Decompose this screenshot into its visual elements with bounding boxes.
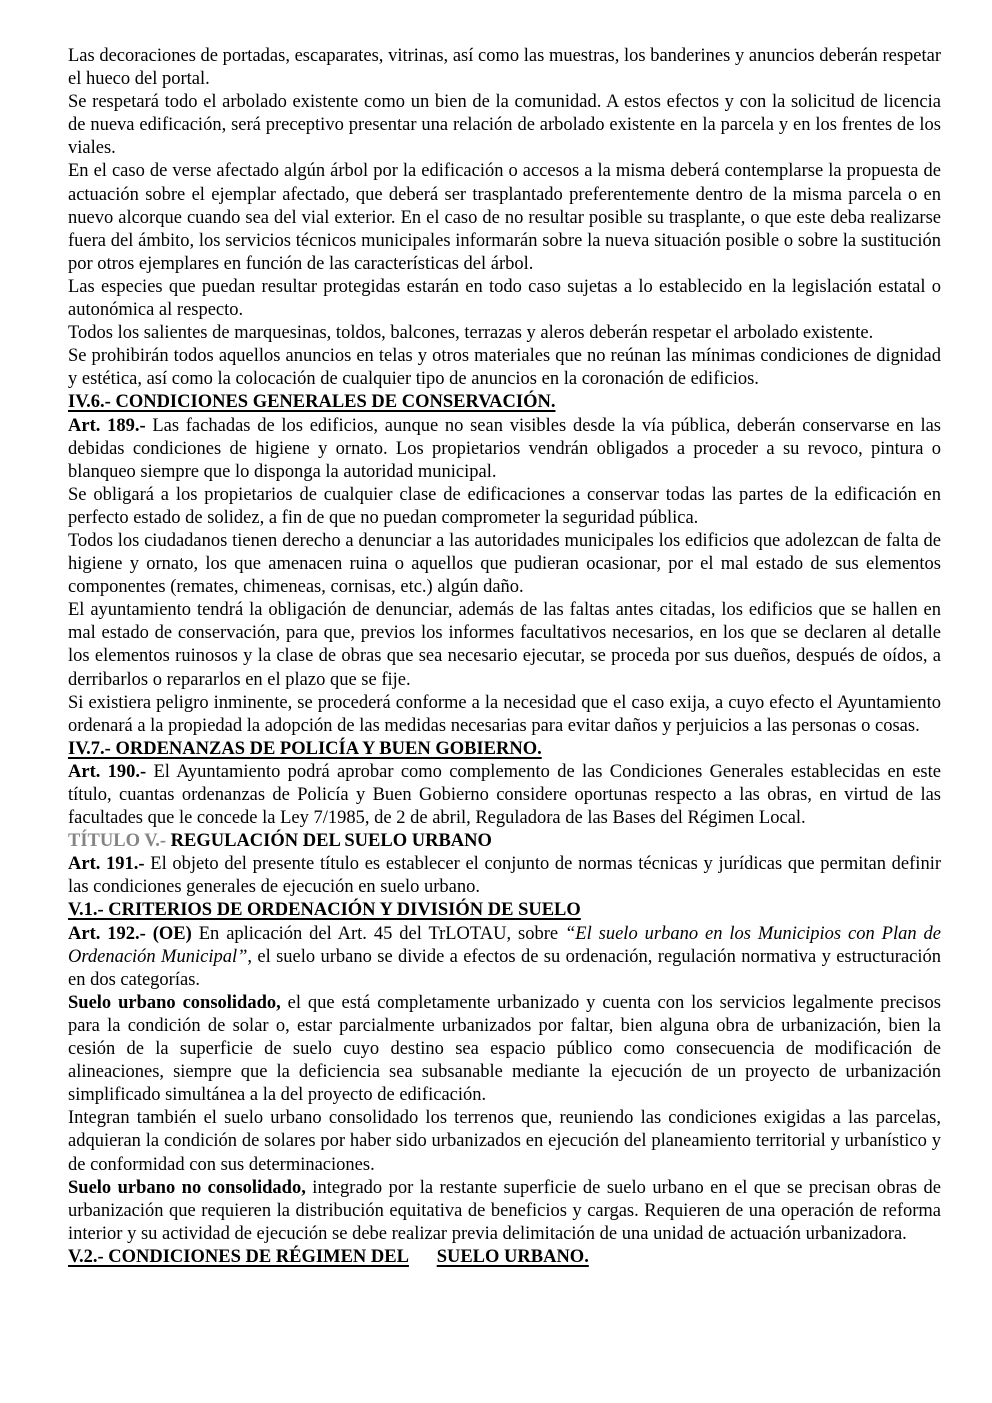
paragraph bbox=[68, 1177, 946, 1246]
text-run: REGULACIÓN DEL SUELO URBANO bbox=[166, 831, 492, 852]
text-run: Se respetará todo el arbolado existente como un bien de la comunidad. A estos efectos y con la solicitud de licencia de nueva edificación, será preceptivo presentar una relación de arbolado existente en la parcela y en los frentes de los viales. bbox=[68, 92, 946, 159]
paragraph bbox=[68, 923, 946, 992]
section-heading bbox=[68, 899, 941, 922]
text-run: Las fachadas de los edificios, aunque no sean visibles desde la vía pública, deberán conservarse en las debidas condiciones de higiene y ornato. Los propietarios vendrán obligados a proceder a su revoco, pintura o blanqueo siempre que lo disponga la autoridad municipal. bbox=[68, 415, 946, 482]
text-run: El Ayuntamiento podrá aprobar como complemento de las Condiciones Generales establecidas en este título, cuantas ordenanzas de Policía y Buen Gobierno considere oportunas respecto a las obras, en virtud de las facultades que le concede la Ley 7/1985, de 2 de abril, Reguladora de las Bases del Régimen Local. bbox=[68, 761, 946, 829]
text-run: “El suelo urbano en los Municipios con Plan de Ordenación Municipal” bbox=[68, 923, 946, 967]
text-run: Se obligará a los propietarios de cualquier clase de edificaciones a conservar todas las partes de la edificación en perfecto estado de solidez, a fin de que no puedan comprometer la seguridad pública. bbox=[68, 484, 946, 528]
text-run: Las especies que puedan resultar protegidas estarán en todo caso sujetas a lo establecido en la legislación estatal o autonómica al respecto. bbox=[68, 276, 946, 321]
paragraph bbox=[68, 761, 946, 830]
text-run: Las decoraciones de portadas, escaparates, vitrinas, así como las muestras, los banderines y anuncios deberán respetar el hueco del portal. bbox=[68, 46, 946, 90]
paragraph bbox=[68, 415, 946, 484]
text-run: Suelo urbano consolidado, bbox=[68, 992, 281, 1013]
text-run: el que está completamente urbanizado y cuenta con los servicios legalmente precisos para la condición de solar o, estar parcialmente urbanizados por faltar, bien alguna obra de urbanización, bien la cesión de la superficie de suelo cuyo destino sea espacio público como consecuencia de modificación de alineaciones, siempre que la deficiencia sea subsanable mediante la ejecución de un proyecto de urbanización simplificado simultánea a la del proyecto de edificación. bbox=[68, 992, 946, 1106]
text-run: integrado por la restante superficie de suelo urbano en el que se precisan obras de urbanización que requieren la distribución equitativa de beneficios y cargas. Requieren de una operación de reforma interior y su actividad de ejecución se debe realizar previa delimitación de una unidad de actuación urbanizadora. bbox=[68, 1177, 946, 1244]
text-run: IV.7.- ORDENANZAS DE POLICÍA Y BUEN GOBIERNO. bbox=[68, 738, 542, 759]
paragraph bbox=[68, 692, 946, 738]
section-heading bbox=[68, 1246, 941, 1269]
text-run: IV.6.- CONDICIONES GENERALES DE CONSERVACIÓN. bbox=[68, 392, 556, 413]
title-line bbox=[68, 830, 941, 853]
text-run: En el caso de verse afectado algún árbol por la edificación o accesos a la misma deberá contemplarse la propuesta de actuación sobre el ejemplar afectado, que deberá ser trasplantado preferentemente dentro de la misma parcela o en nuevo alcorque cuando sea del vial exterior. En el caso de no resultar posible su trasplante, o que este deba realizarse fuera del ámbito, los servicios técnicos municipales informarán sobre la nueva situación posible o sobre la sustitución por otros ejemplares en función de las características del árbol. bbox=[68, 161, 946, 274]
text-run: TÍTULO V.- bbox=[68, 831, 167, 852]
text-run: Si existiera peligro inminente, se procederá conforme a la necesidad que el caso exija, a cuyo efecto el Ayuntamiento ordenará a la propiedad la adopción de las medidas necesarias para evitar daños y perjuicios a las personas o cosas. bbox=[68, 692, 946, 736]
section-heading bbox=[68, 391, 941, 414]
paragraph bbox=[68, 530, 946, 599]
section-heading bbox=[68, 738, 941, 761]
text-run: , el suelo urbano se divide a efectos de su ordenación, regulación normativa y estructuración en dos categorías. bbox=[68, 946, 946, 990]
text-run: Suelo urbano no consolidado, bbox=[68, 1177, 306, 1198]
text-run: Integran también el suelo urbano consolidado los terrenos que, reuniendo las condiciones exigidas a las parcelas, adquieran la condición de solares por haber sido urbanizados en ejecución del planeamiento territorial y urbanístico y de conformidad con sus determinaciones. bbox=[68, 1108, 946, 1175]
paragraph bbox=[68, 322, 941, 345]
text-run: Art. 190.- bbox=[68, 761, 147, 782]
paragraph bbox=[68, 45, 946, 91]
text-run: En aplicación del Art. 45 del TrLOTAU, sobre bbox=[191, 923, 565, 944]
paragraph bbox=[68, 1107, 946, 1176]
paragraph bbox=[68, 160, 946, 275]
paragraph bbox=[68, 276, 946, 322]
paragraph bbox=[68, 992, 946, 1107]
text-run: Todos los salientes de marquesinas, toldos, balcones, terrazas y aleros deberán respetar el arbolado existente. bbox=[68, 323, 874, 344]
paragraph bbox=[68, 345, 946, 391]
text-run: Se prohibirán todos aquellos anuncios en telas y otros materiales que no reúnan las mínimas condiciones de dignidad y estética, así como la colocación de cualquier tipo de anuncios en la coronación de edificios. bbox=[68, 346, 946, 390]
text-run: Todos los ciudadanos tienen derecho a denunciar a las autoridades municipales los edificios que adolezcan de falta de higiene y ornato, los que amenacen ruina o aquellos que pudieran ocasionar, por el mal estado de sus elementos componentes (remates, chimeneas, cornisas, etc.) algún daño. bbox=[68, 530, 946, 598]
paragraph bbox=[68, 484, 946, 530]
paragraph bbox=[68, 853, 946, 899]
text-run: El objeto del presente título es establecer el conjunto de normas técnicas y jurídicas que permitan definir las condiciones generales de ejecución en suelo urbano. bbox=[68, 854, 946, 898]
document-blocks bbox=[68, 45, 946, 1269]
text-run: Art. 192.- (OE) bbox=[68, 923, 192, 944]
text-run bbox=[409, 1247, 437, 1267]
text-run: Art. 191.- bbox=[68, 854, 145, 875]
text-run: El ayuntamiento tendrá la obligación de denunciar, además de las faltas antes citadas, los edificios que se hallen en mal estado de conservación, para que, previos los informes facultativos necesarios, en los que se declaren al detalle los elementos ruinosos y la clase de obras que sea necesario ejecutar, se proceda por sus dueños, después de oídos, a derribarlos o repararlos en el plazo que se fije. bbox=[68, 600, 946, 690]
paragraph bbox=[68, 599, 946, 691]
text-run: SUELO URBANO. bbox=[436, 1246, 589, 1267]
text-run: V.1.- CRITERIOS DE ORDENACIÓN Y DIVISIÓN DE SUELO bbox=[68, 900, 581, 921]
text-run: V.2.- CONDICIONES DE RÉGIMEN DEL bbox=[68, 1246, 409, 1267]
paragraph bbox=[68, 91, 946, 160]
text-run: Art. 189.- bbox=[68, 415, 146, 436]
